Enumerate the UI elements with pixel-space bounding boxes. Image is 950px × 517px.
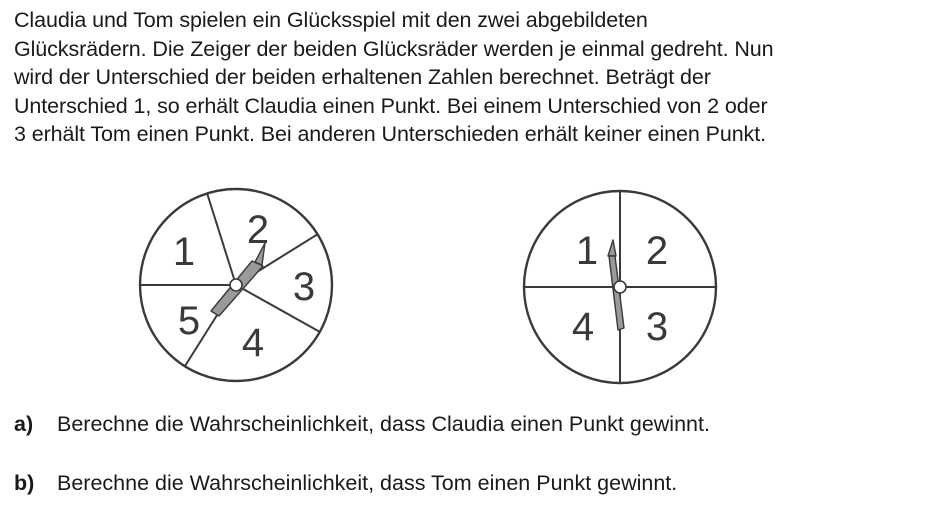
wheel-left-number: 5 (177, 299, 201, 343)
task-label: b) (14, 471, 35, 495)
wheel-left-number: 1 (172, 230, 196, 274)
intro-line: Claudia und Tom spielen ein Glücksspiel mit den zwei abgebildeten (14, 8, 648, 32)
wheel-right (524, 191, 716, 383)
wheel-right-number: 3 (645, 305, 669, 349)
wheel-left-number: 4 (241, 321, 265, 365)
task-text: Berechne die Wahrscheinlichkeit, dass Tom einen Punkt gewinnt. (57, 471, 678, 495)
task-text: Berechne die Wahrscheinlichkeit, dass Claudia einen Punkt gewinnt. (57, 412, 710, 436)
wheel-left-number: 3 (292, 265, 316, 309)
wheel-left-number: 2 (246, 208, 270, 252)
wheel-right-number: 1 (575, 229, 599, 273)
intro-line: Glücksrädern. Die Zeiger der beiden Glücksräder werden je einmal gedreht. Nun (14, 36, 774, 61)
wheel-right-number: 4 (571, 305, 595, 349)
wheel-right-number: 2 (645, 229, 669, 273)
intro-line: 3 erhält Tom einen Punkt. Bei anderen Unterschieden erhält keiner einen Punkt. (14, 122, 766, 146)
intro-line: wird der Unterschied der beiden erhaltenen Zahlen berechnet. Beträgt der (14, 65, 711, 89)
wheel-left (140, 189, 332, 381)
task-b (14, 471, 677, 496)
task-label: a) (14, 412, 34, 436)
task-a (14, 412, 710, 437)
intro-line: Unterschied 1, so erhält Claudia einen Punkt. Bei einem Unterschied von 2 oder (14, 93, 768, 118)
